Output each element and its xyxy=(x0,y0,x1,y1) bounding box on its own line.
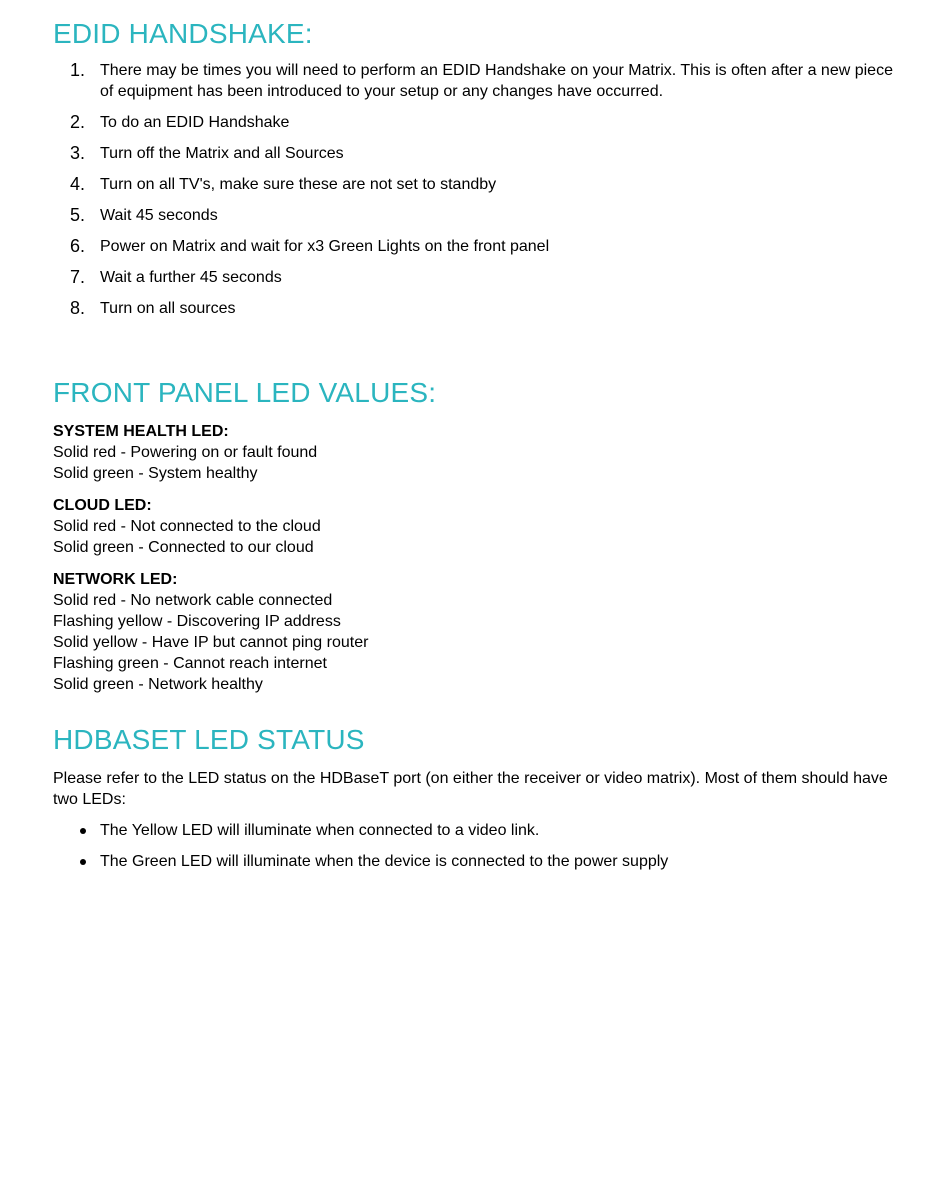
led-value-line: Solid red - No network cable connected xyxy=(53,592,333,609)
edid-step xyxy=(0,298,950,319)
step-number: 5. xyxy=(70,205,86,225)
led-value-line: Solid green - Network healthy xyxy=(53,676,263,693)
led-value-line: Solid green - Connected to our cloud xyxy=(53,539,314,556)
system-health-led-title: SYSTEM HEALTH LED: xyxy=(53,423,229,440)
step-text: There may be times you will need to perform an EDID Handshake on your Matrix. This is often after a new piece of equipment has been introduced to your setup or any changes have occurred. xyxy=(100,62,893,100)
led-value-line: Solid red - Powering on or fault found xyxy=(53,444,318,461)
bullet-text: The Green LED will illuminate when the device is connected to the power supply xyxy=(100,853,669,870)
edid-steps-list xyxy=(0,60,950,319)
edid-step xyxy=(0,143,950,164)
bullet-dot-icon xyxy=(80,859,86,865)
edid-step xyxy=(0,236,950,257)
step-text: Wait a further 45 seconds xyxy=(100,269,282,286)
step-number: 6. xyxy=(70,236,86,256)
front-panel-heading: FRONT PANEL LED VALUES: xyxy=(53,377,437,408)
edid-step xyxy=(0,112,950,133)
step-text: Turn on all TV's, make sure these are not set to standby xyxy=(100,176,497,193)
led-value-line: Solid green - System healthy xyxy=(53,465,258,482)
step-number: 7. xyxy=(70,267,86,287)
edid-heading: EDID HANDSHAKE: xyxy=(53,18,313,49)
edid-step xyxy=(0,174,950,195)
step-number: 2. xyxy=(70,112,86,132)
led-value-line: Solid red - Not connected to the cloud xyxy=(53,518,321,535)
led-value-line: Flashing yellow - Discovering IP address xyxy=(53,613,341,630)
led-value-line: Solid yellow - Have IP but cannot ping router xyxy=(53,634,369,651)
network-led-title: NETWORK LED: xyxy=(53,571,178,588)
step-text: Turn off the Matrix and all Sources xyxy=(100,145,344,162)
system-health-led-block xyxy=(53,421,913,484)
network-led-block xyxy=(53,569,913,695)
edid-step xyxy=(0,205,950,226)
bullet-dot-icon xyxy=(80,828,86,834)
bullet-text: The Yellow LED will illuminate when connected to a video link. xyxy=(100,822,540,839)
step-number: 4. xyxy=(70,174,86,194)
step-text: Power on Matrix and wait for x3 Green Lights on the front panel xyxy=(100,238,550,255)
step-text: Wait 45 seconds xyxy=(100,207,218,224)
hdbaset-intro: Please refer to the LED status on the HDBaseT port (on either the receiver or video matrix). Most of them should have two LEDs: xyxy=(53,770,888,808)
edid-step xyxy=(0,60,950,102)
step-number: 3. xyxy=(70,143,86,163)
cloud-led-title: CLOUD LED: xyxy=(53,497,152,514)
step-text: Turn on all sources xyxy=(100,300,236,317)
step-number: 8. xyxy=(70,298,86,318)
cloud-led-block xyxy=(53,495,913,558)
step-text: To do an EDID Handshake xyxy=(100,114,290,131)
hdbaset-heading: HDBASET LED STATUS xyxy=(53,724,365,755)
edid-step xyxy=(0,267,950,288)
hdbaset-bullet-list xyxy=(0,820,950,872)
step-number: 1. xyxy=(70,60,86,80)
bullet-item xyxy=(0,851,950,872)
led-value-line: Flashing green - Cannot reach internet xyxy=(53,655,327,672)
bullet-item xyxy=(0,820,950,841)
